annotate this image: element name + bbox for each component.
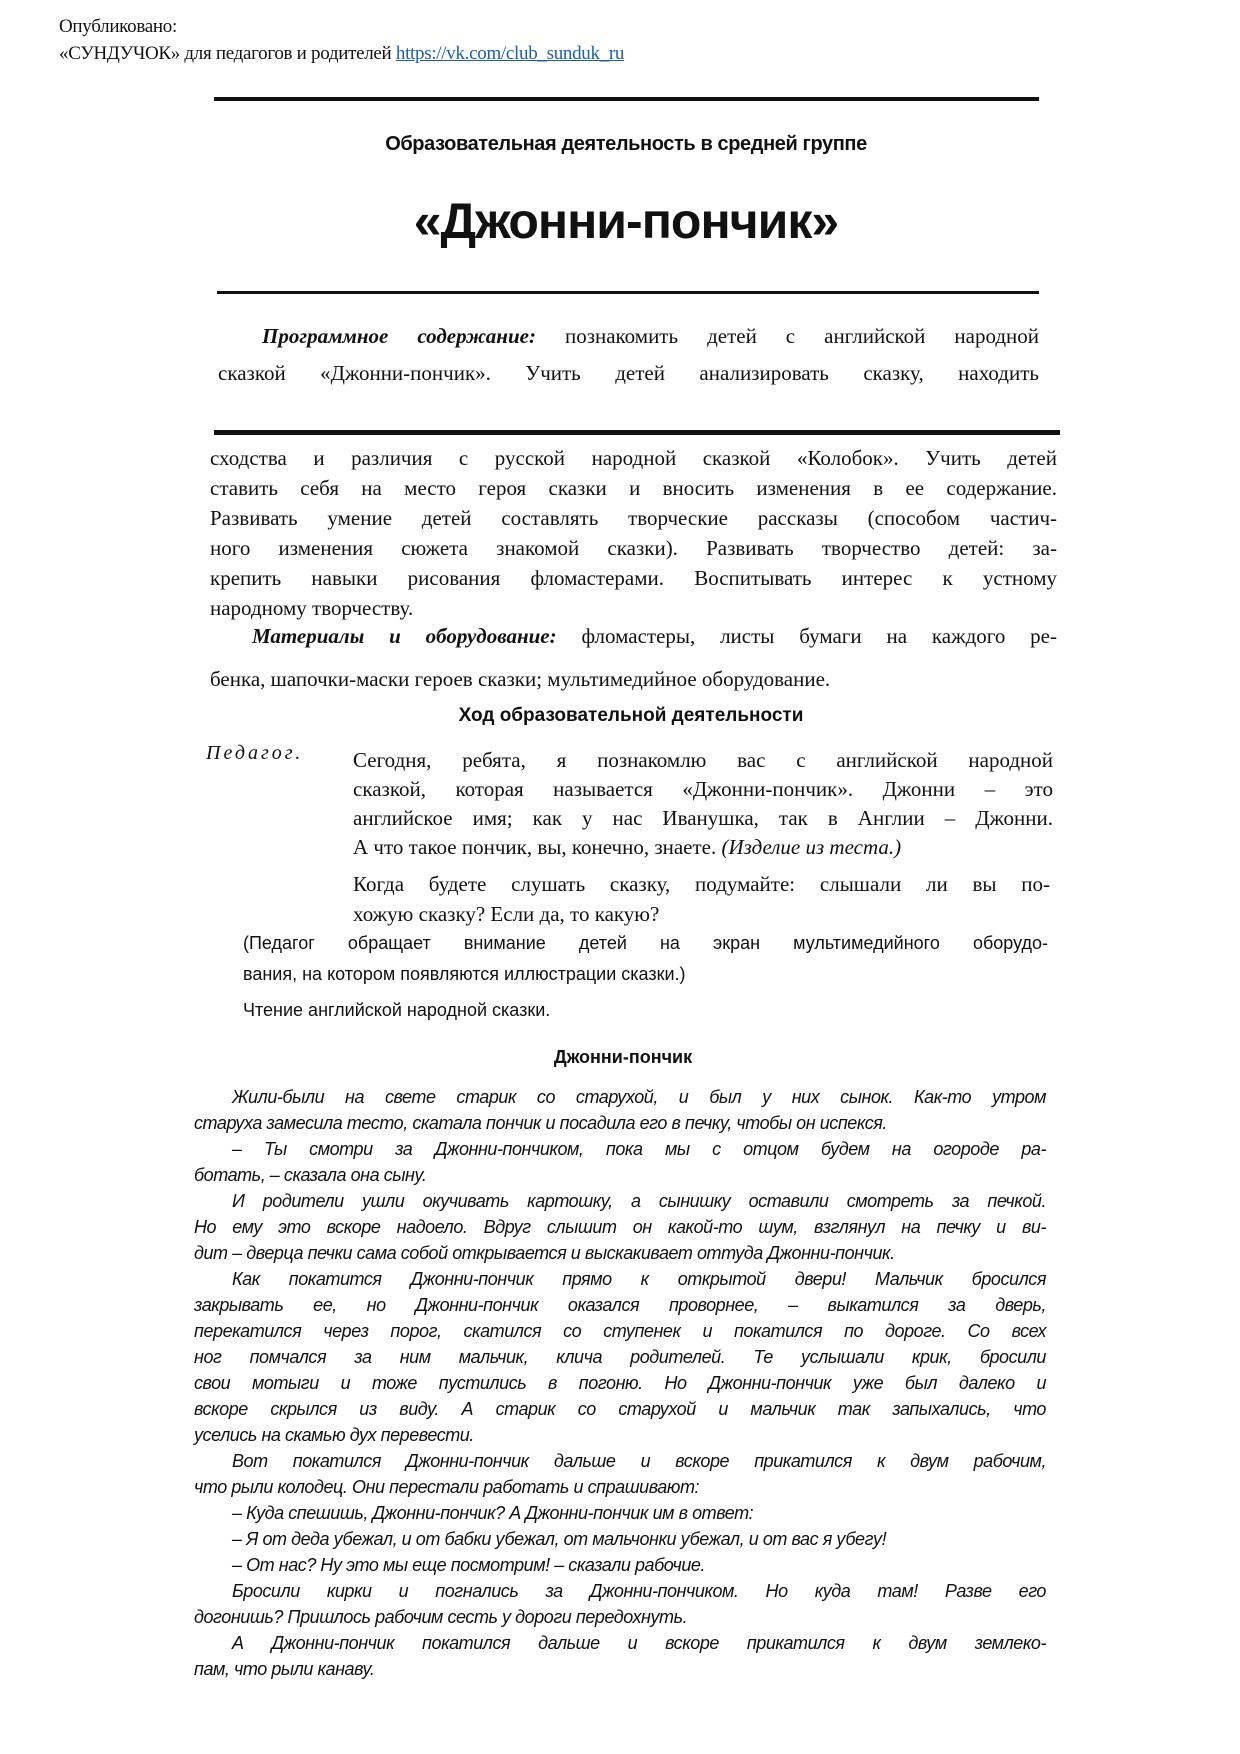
program-line: народному творчеству. (210, 596, 414, 620)
teacher-note: (Изделие из теста.) (721, 835, 902, 859)
program-lead: Программное содержание: (262, 324, 536, 348)
story-line: – Я от деда убежал, и от бабки убежал, от мальчонки убежал, и от вас я убегу! (232, 1529, 887, 1549)
program-line: Развивать умение детей составлять творческие рассказы (способом частич- (210, 506, 1057, 530)
materials-line: Материалы и оборудование: фломастеры, листы бумаги на каждого ре- (252, 624, 1057, 648)
story-line: Как покатится Джонни-пончик прямо к открытой двери! Мальчик бросился (232, 1269, 1046, 1289)
story-line: дит – дверца печки сама собой открывается и выскакивает оттуда Джонни-пончик. (194, 1243, 895, 1263)
story-line: закрывать ее, но Джонни-пончик оказался проворнее, – выкатился за дверь, (194, 1295, 1046, 1315)
materials-line: бенка, шапочки-маски героев сказки; мультимедийное оборудование. (210, 667, 831, 691)
program-line: ставить себя на место героя сказки и вносить изменения в ее содержание. (210, 476, 1057, 500)
story-line: И родители ушли окучивать картошку, а сынишку оставили смотреть за печкой. (232, 1191, 1046, 1211)
remark-line: вания, на котором появляются иллюстрации сказки.) (243, 964, 686, 984)
program-line: крепить навыки рисования фломастерами. Воспитывать интерес к устному (210, 566, 1057, 590)
teacher-line: английское имя; как у нас Иванушка, так в Англии – Джонни. (353, 806, 1053, 830)
page-break-rule (214, 430, 1060, 435)
program-line: сказкой «Джонни-пончик». Учить детей анализировать сказку, находить (218, 361, 1039, 385)
story-line: А Джонни-пончик покатился дальше и вскоре прикатился к двум землеко- (232, 1633, 1046, 1653)
story-line: догонишь? Пришлось рабочим сесть у дороги передохнуть. (194, 1607, 688, 1627)
reading-note: Чтение английской народной сказки. (243, 1000, 551, 1020)
story-line: Вот покатился Джонни-пончик дальше и вскоре прикатился к двум рабочим, (232, 1451, 1046, 1471)
story-line: ног помчался за ним мальчик, клича родителей. Те услышали крик, бросили (194, 1347, 1046, 1367)
materials-lead: Материалы и оборудование: (252, 624, 557, 648)
story-line: Бросили кирки и погнались за Джонни-пончиком. Но куда там! Разве его (232, 1581, 1046, 1601)
story-line: ботать, – сказала она сыну. (194, 1165, 427, 1185)
top-rule (214, 97, 1039, 101)
story-line: перекатился через порог, скатился со ступенек и покатился по дороге. Со всех (194, 1321, 1046, 1341)
story-line: – Куда спешишь, Джонни-пончик? А Джонни-пончик им в ответ: (232, 1503, 754, 1523)
program-line: Программное содержание: познакомить детей с английской народной (262, 324, 1039, 348)
teacher-line: Когда будете слушать сказку, подумайте: слышали ли вы по- (353, 872, 1050, 896)
story-line: уселись на скамью дух перевести. (194, 1425, 474, 1445)
story-line: – Ты смотри за Джонни-пончиком, пока мы с отцом будем на огороде ра- (232, 1139, 1046, 1159)
story-line: старуха замесила тесто, скатала пончик и посадила его в печку, чтобы он испекся. (194, 1113, 887, 1133)
title-rule (217, 291, 1039, 294)
remark-line: (Педагог обращает внимание детей на экран мультимедийного оборудо- (243, 933, 1048, 953)
course-heading: Ход образовательной деятельности (458, 705, 804, 726)
teacher-line: Сегодня, ребята, я познакомлю вас с английской народной (353, 748, 1053, 772)
story-line: – От нас? Ну это мы еще посмотрим! – сказали рабочие. (232, 1555, 706, 1575)
story-line: что рыли колодец. Они перестали работать и спрашивают: (194, 1477, 700, 1497)
source-link[interactable]: https://vk.com/club_sunduk_ru (395, 43, 625, 64)
page-subtitle: Образовательная деятельность в средней группе (385, 133, 867, 155)
speaker-label: Педагог. (206, 742, 304, 764)
story-line: свои мотыги и тоже пустились в погоню. Но Джонни-пончик уже был далеко и (194, 1373, 1046, 1393)
program-line: сходства и различия с русской народной сказкой «Колобок». Учить детей (210, 446, 1057, 470)
story-line: вскоре скрылся из виду. А старик со старухой и мальчик так запыхались, что (194, 1399, 1046, 1419)
teacher-line: сказкой, которая называется «Джонни-пончик». Джонни – это (353, 777, 1053, 801)
story-heading: Джонни-пончик (553, 1047, 693, 1067)
source-line (59, 43, 624, 65)
story-line: Жили-были на свете старик со старухой, и был у них сынок. Как-то утром (232, 1087, 1046, 1107)
page-title: «Джонни-пончик» (413, 193, 839, 249)
source-text: «СУНДУЧОК» для педагогов и родителей (59, 43, 392, 64)
teacher-line: хожую сказку? Если да, то какую? (353, 902, 660, 926)
story-line: пам, что рыли канаву. (194, 1659, 375, 1679)
program-line: ного изменения сюжета знакомой сказки). Развивать творчество детей: за- (210, 536, 1057, 560)
teacher-line: А что такое пончик, вы, конечно, знаете. (Изделие из теста.) (353, 835, 902, 859)
story-line: Но ему это вскоре надоело. Вдруг слышит он какой-то шум, взглянул на печку и ви- (194, 1217, 1046, 1237)
published-label: Опубликовано: (59, 16, 177, 37)
